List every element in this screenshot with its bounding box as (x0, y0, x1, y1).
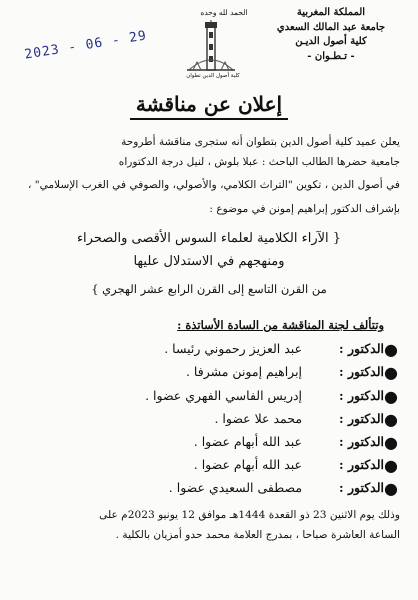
handwritten-date: 2023 - 06 - 29 (23, 28, 148, 63)
thesis-title-line: من القرن التاسع إلى القرن الرابع عشر الهجري } (91, 282, 327, 296)
bullet-icon: ● (384, 339, 398, 359)
member-rank: الدكتور : (338, 434, 385, 449)
bullet-icon: ● (384, 409, 398, 429)
bullet-icon: ● (384, 478, 398, 498)
committee-member (38, 411, 398, 433)
bullet-icon: ● (384, 432, 398, 452)
header-line: جامعة عبد المالك السعدي (276, 21, 386, 33)
header-line: كلية أصول الديـن (295, 36, 367, 47)
title-text: إعلان عن مناقشة (130, 92, 288, 120)
committee-member (38, 364, 398, 386)
body-line: بإشراف الدكتور إبراهيم إمونن في موضوع : (209, 203, 400, 215)
header-line: المملكة المغربية (296, 7, 366, 18)
committee-member (38, 341, 398, 363)
body-line: يعلن عميد كلية أصول الدين بتطوان أنه ستجرى مناقشة أطروحة (121, 136, 400, 148)
header-line: - تـطـوان - (307, 50, 355, 62)
page-title (0, 92, 418, 116)
body-line: في أصول الدين ، تكوين "التراث الكلامي، والأصولي، والصوفي في الغرب الإسلامي" ، (28, 179, 400, 191)
committee-member (38, 388, 398, 410)
logo-caption: كلية أصول الدين تطوان (186, 73, 240, 79)
member-name: عبد الله أبهام عضوا . (193, 434, 303, 449)
member-rank: الدكتور : (338, 457, 385, 472)
bullet-icon: ● (384, 455, 398, 475)
faculty-logo (183, 20, 239, 80)
closing-line: الساعة العاشرة صباحا ، بمدرج العلامة محمد حدو أمزيان بالكلية . (115, 529, 400, 541)
member-rank: الدكتور : (338, 411, 385, 426)
body-line: جامعية حضرها الطالب الباحث : عبلا بلوش ، لنيل درجة الدكتوراه (118, 156, 400, 168)
member-name: محمد علا عضوا . (214, 411, 303, 426)
member-name: إدريس الفاسي الفهري عضوا . (145, 388, 303, 403)
member-name: عبد الله أبهام عضوا . (193, 457, 303, 472)
committee-member (38, 457, 398, 479)
thesis-title-line: ومنهجهم في الاستدلال عليها (133, 254, 285, 269)
member-name: مصطفى السعيدي عضوا . (168, 480, 303, 495)
member-rank: الدكتور : (338, 388, 385, 403)
member-rank: الدكتور : (338, 341, 385, 356)
closing-line: وذلك يوم الاثنين 23 ذو القعدة 1444هـ موافق 12 يونيو 2023م على (99, 509, 400, 521)
header-invocation: الحمد لله وحده (200, 8, 248, 17)
committee-member (38, 480, 398, 502)
member-rank: الدكتور : (338, 480, 385, 495)
bullet-icon: ● (384, 362, 398, 382)
member-name: إبراهيم إمونن مشرفا . (185, 364, 303, 379)
thesis-title-line: { الآراء الكلامية لعلماء السوس الأقصى والصحراء (76, 231, 342, 246)
committee-heading: وتتألف لجنة المناقشة من السادة الأساتذة : (177, 318, 384, 332)
committee-member (38, 434, 398, 456)
member-name: عبد العزيز رحموني رئيسا . (164, 341, 303, 356)
member-rank: الدكتور : (338, 364, 385, 379)
institution-header (256, 6, 406, 64)
bullet-icon: ● (384, 386, 398, 406)
